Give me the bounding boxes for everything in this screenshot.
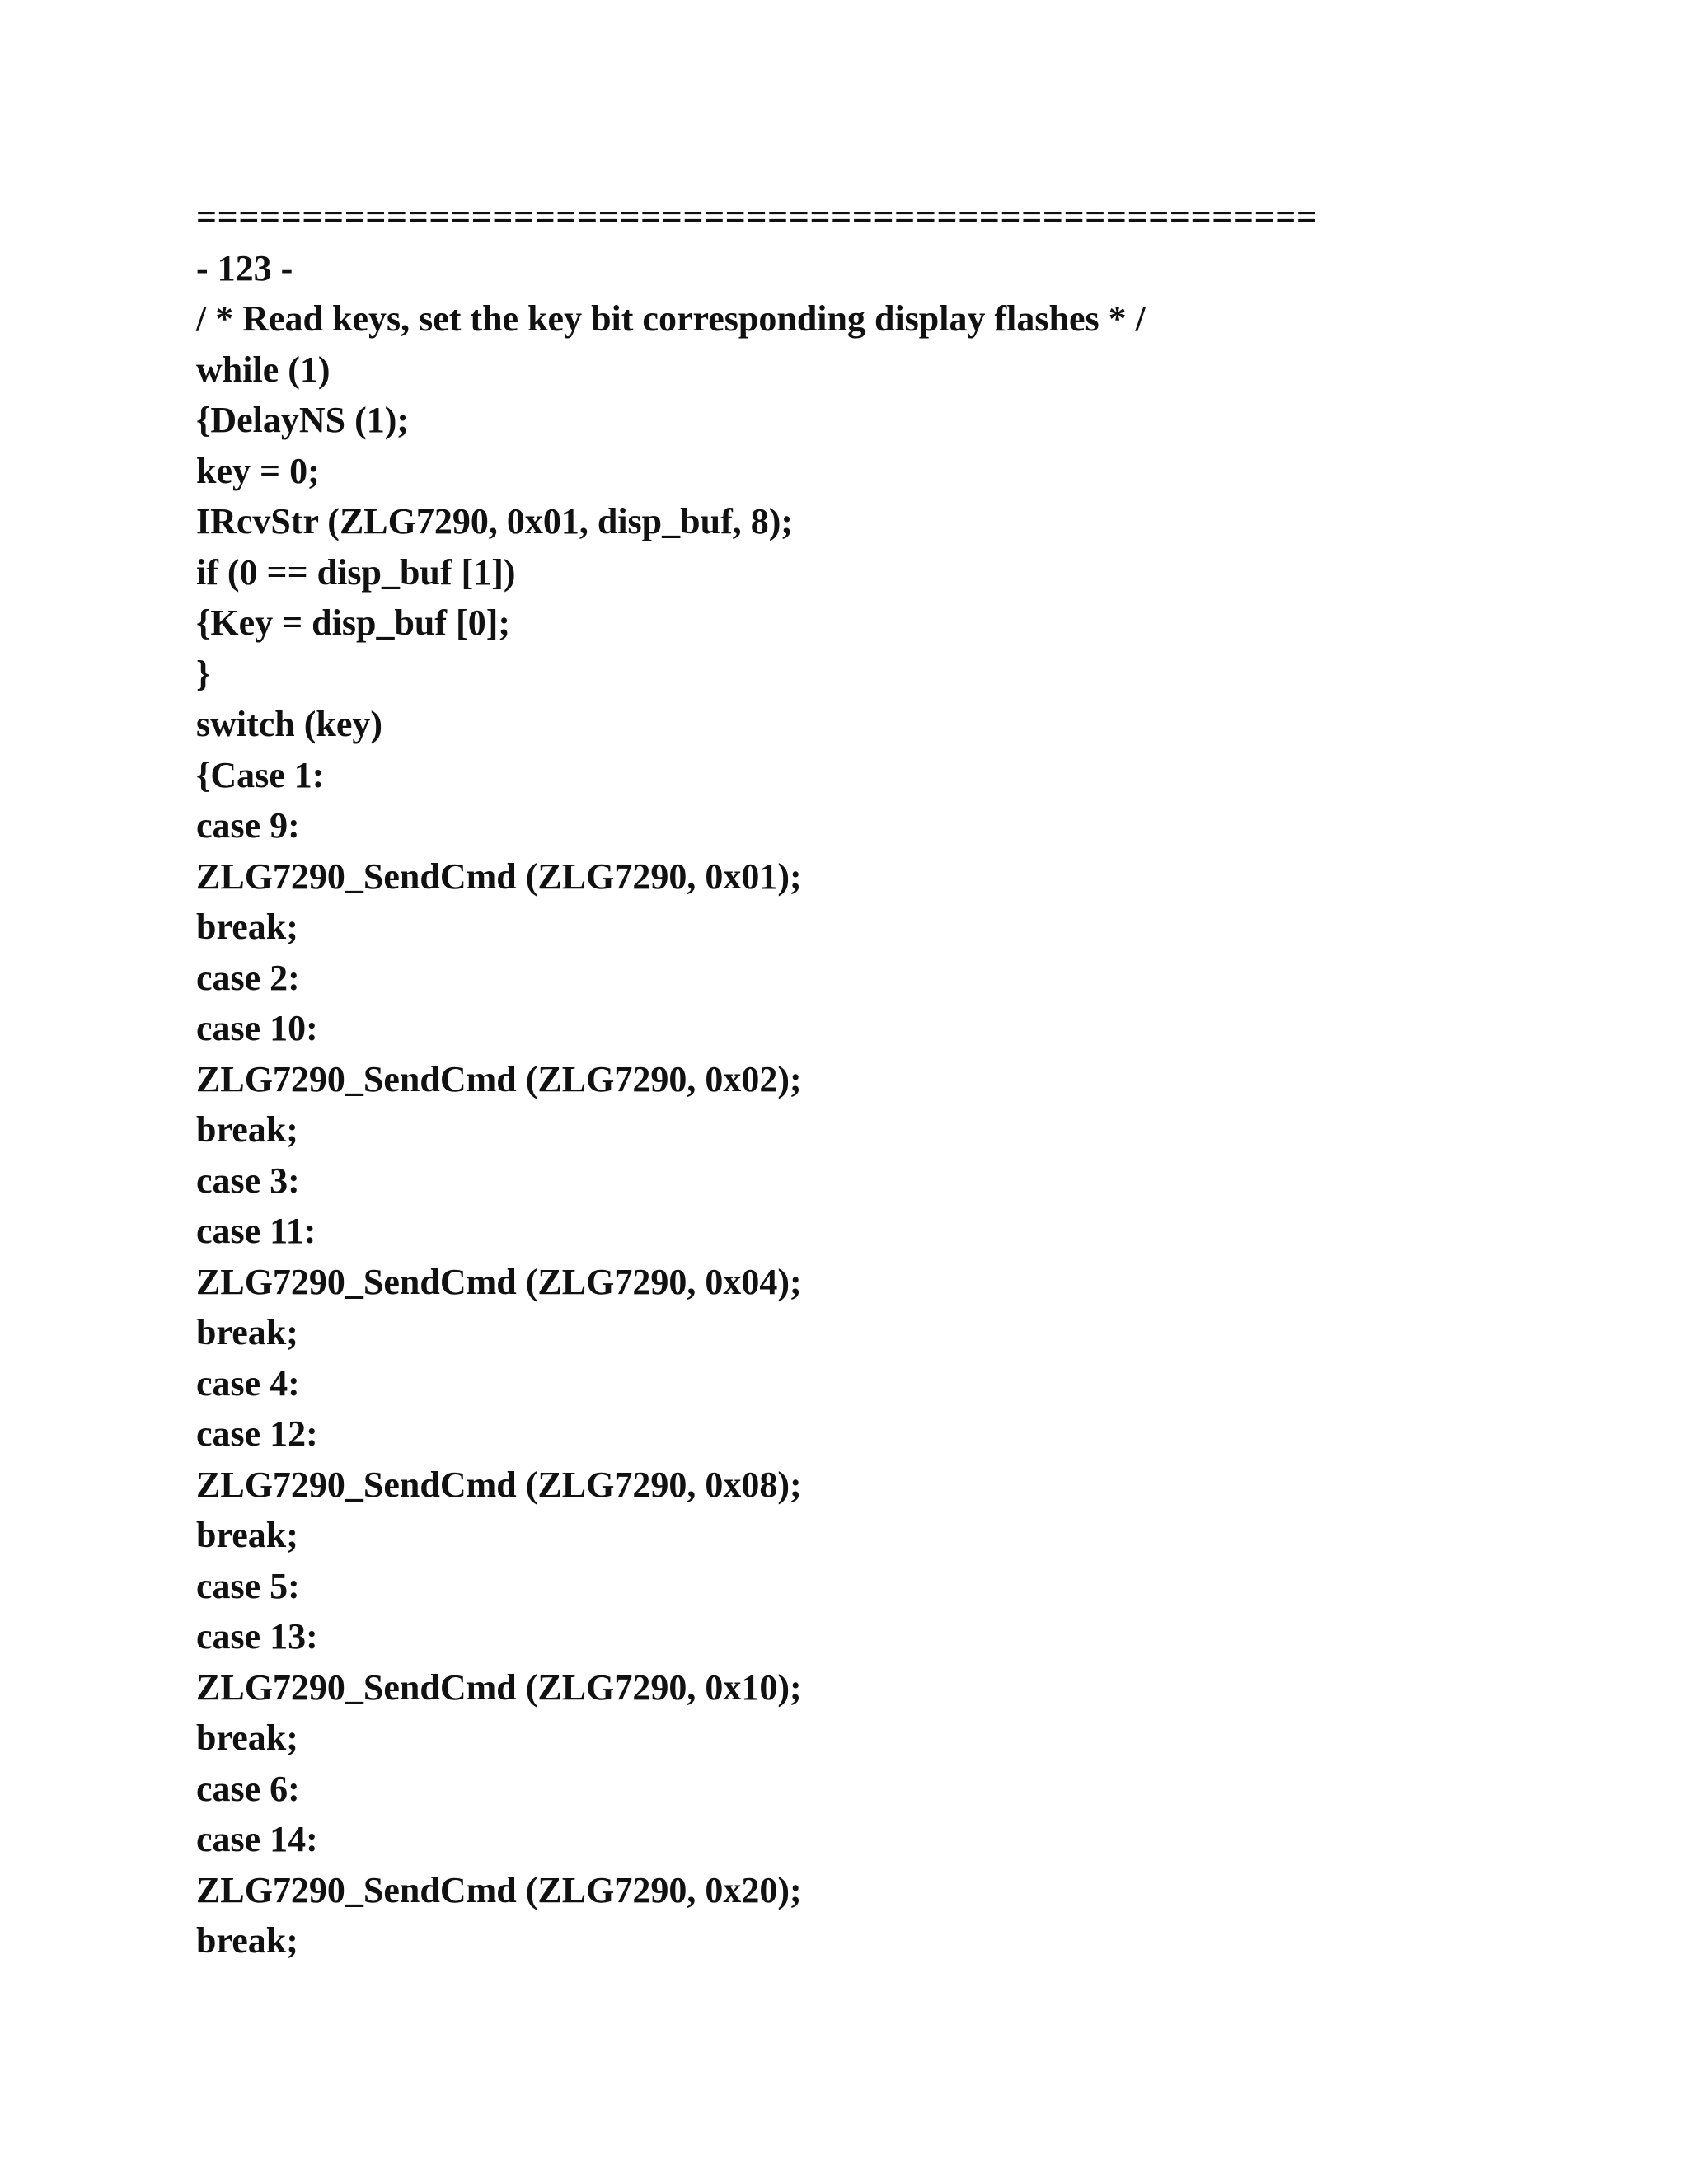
code-line: {Key = disp_buf [0]; — [196, 602, 511, 643]
code-line: break; — [196, 1109, 298, 1150]
code-line: {DelayNS (1); — [196, 400, 410, 440]
code-line: case 10: — [196, 1008, 318, 1048]
code-line: case 14: — [196, 1819, 318, 1859]
code-line: case 3: — [196, 1160, 300, 1201]
code-line: case 11: — [196, 1211, 316, 1251]
code-line: case 5: — [196, 1565, 300, 1606]
code-line: key = 0; — [196, 450, 320, 491]
code-line: break; — [196, 1920, 298, 1961]
page-content — [196, 192, 1597, 1966]
code-line: break; — [196, 1515, 298, 1555]
code-line: break; — [196, 907, 298, 947]
code-line: while (1) — [196, 349, 331, 390]
code-line: {Case 1: — [196, 754, 325, 795]
code-line: case 4: — [196, 1362, 300, 1404]
code-line: case 12: — [196, 1413, 318, 1454]
code-line: case 2: — [196, 957, 300, 998]
code-line: / * Read keys, set the key bit corresponding display flashes * / — [196, 298, 1146, 339]
code-line: break; — [196, 1312, 298, 1352]
code-line: case 13: — [196, 1616, 318, 1657]
code-line: IRcvStr (ZLG7290, 0x01, disp_buf, 8); — [196, 501, 794, 541]
code-line: ZLG7290_SendCmd (ZLG7290, 0x08); — [196, 1464, 802, 1505]
code-line: ZLG7290_SendCmd (ZLG7290, 0x01); — [196, 855, 802, 897]
code-line: switch (key) — [196, 704, 383, 744]
code-line: } — [196, 653, 211, 694]
code-line: if (0 == disp_buf [1]) — [196, 551, 516, 593]
page-number: - 123 - — [196, 247, 293, 288]
code-line: ZLG7290_SendCmd (ZLG7290, 0x20); — [196, 1869, 802, 1910]
code-listing — [196, 293, 1597, 1966]
code-line: ZLG7290_SendCmd (ZLG7290, 0x04); — [196, 1261, 802, 1302]
code-line: ZLG7290_SendCmd (ZLG7290, 0x10); — [196, 1666, 802, 1708]
code-line: ZLG7290_SendCmd (ZLG7290, 0x02); — [196, 1058, 802, 1099]
separator-rule: ===================================================== — [196, 197, 1318, 237]
code-line: case 9: — [196, 805, 300, 846]
code-line: case 6: — [196, 1768, 300, 1809]
code-line: break; — [196, 1718, 298, 1758]
